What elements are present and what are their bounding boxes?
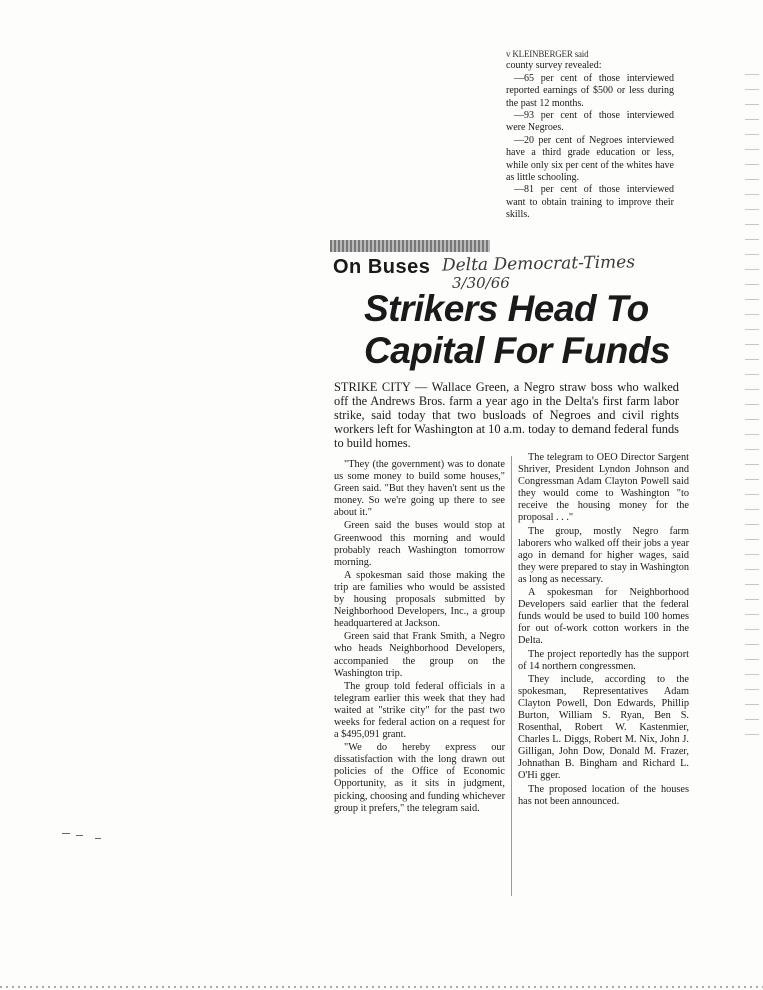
headline <box>364 288 670 372</box>
clipping-paragraph: —93 per cent of those interviewed were Negroes. <box>506 110 674 134</box>
article-paragraph: The proposed location of the houses has not been announced. <box>518 783 689 807</box>
top-clipping <box>506 48 674 222</box>
article-paragraph: Green said that Frank Smith, a Negro who heads Neighborhood Developers, accompanied the group on the Washington trip. <box>334 631 505 679</box>
article-paragraph: Green said the buses would stop at Greenwood this morning and would probably reach Washington tomorrow morning. <box>334 520 505 568</box>
article-paragraph: The telegram to OEO Director Sargent Shriver, President Lyndon Johnson and Congressman Adam Clayton Powell said they would come to Washington "to receive the housing money for the proposal . . ." <box>518 452 689 524</box>
headline-line-1: Strikers Head To <box>364 288 649 329</box>
section-bar <box>330 240 490 252</box>
article-column-left <box>334 459 505 816</box>
handwritten-date: 3/30/66 <box>452 274 510 292</box>
article-paragraph: They include, according to the spokesman, Representatives Adam Clayton Powell, Don Edwards, Phillip Burton, William S. Ryan, Ben S. Rosenthal, Robert W. Kastenmier, Charles L. Diggs, Robert M. Nix, John J. Gilligan, John Dow, Donald M. Frazer, Johnathan B. Bingham and Richard L. O'Hi gger. <box>518 673 689 782</box>
column-divider <box>511 456 512 896</box>
article-paragraph: A spokesman said those making the trip are families who would be assisted by housing proposals submitted by Neighborhood Developers, Inc., a group headquartered at Jackson. <box>334 569 505 630</box>
clipping-paragraph: —20 per cent of Negroes interviewed have a third grade education or less, while only six per cent of the whites have as little schooling. <box>506 134 674 184</box>
article-column-right <box>518 452 689 809</box>
article-paragraph: A spokesman for Neighborhood Developers said earlier that the federal funds would be used to build 100 homes for out of-work cotton workers in the Delta. <box>518 587 689 647</box>
scan-bottom-edge <box>0 986 763 988</box>
scan-dash-mark <box>76 835 83 836</box>
scan-edge-marks <box>745 60 759 740</box>
clipping-header: v KLEINBERGER said <box>506 49 589 59</box>
section-label: On Buses <box>333 256 431 278</box>
article-paragraph: The group told federal officials in a telegram earlier this week that they had waited at "strike city" for the past two weeks for federal action on a request for a $495,091 grant. <box>334 680 505 741</box>
scan-dash-mark <box>62 833 70 834</box>
clipping-paragraph: —65 per cent of those interviewed reported earnings of $500 or less during the past 12 months. <box>506 72 674 109</box>
article-paragraph: "They (the government) was to donate us some money to build some houses," Green said. "But they haven't sent us the money. So we're going up there to see about it." <box>334 459 505 519</box>
scan-dash-mark <box>95 838 101 839</box>
clipping-paragraph: county survey revealed: <box>506 60 602 72</box>
article-paragraph: The group, mostly Negro farm laborers who walked off their jobs a year ago in demand for higher wages, said they were prepared to stay in Washington as long as necessary. <box>518 525 689 585</box>
handwritten-source: Delta Democrat-Times <box>441 252 636 276</box>
article-paragraph: "We do hereby express our dissatisfaction with the long drawn out policies of the Office of Economic Opportunity, as it sits in judgment, picking, choosing and funding whichever group it prefers," the telegram said. <box>334 742 505 814</box>
lead-paragraph: STRIKE CITY — Wallace Green, a Negro straw boss who walked off the Andrews Bros. farm a year ago in the Delta's first farm labor strike, said today that two busloads of Negroes and civil rights workers left for Washington at 10 a.m. today to demand federal funds to build homes. <box>334 380 679 450</box>
headline-line-2: Capital For Funds <box>364 330 670 371</box>
clipping-paragraph: —81 per cent of those interviewed want to obtain training to improve their skills. <box>506 184 674 221</box>
article-paragraph: The project reportedly has the support of 14 northern congressmen. <box>518 648 689 672</box>
